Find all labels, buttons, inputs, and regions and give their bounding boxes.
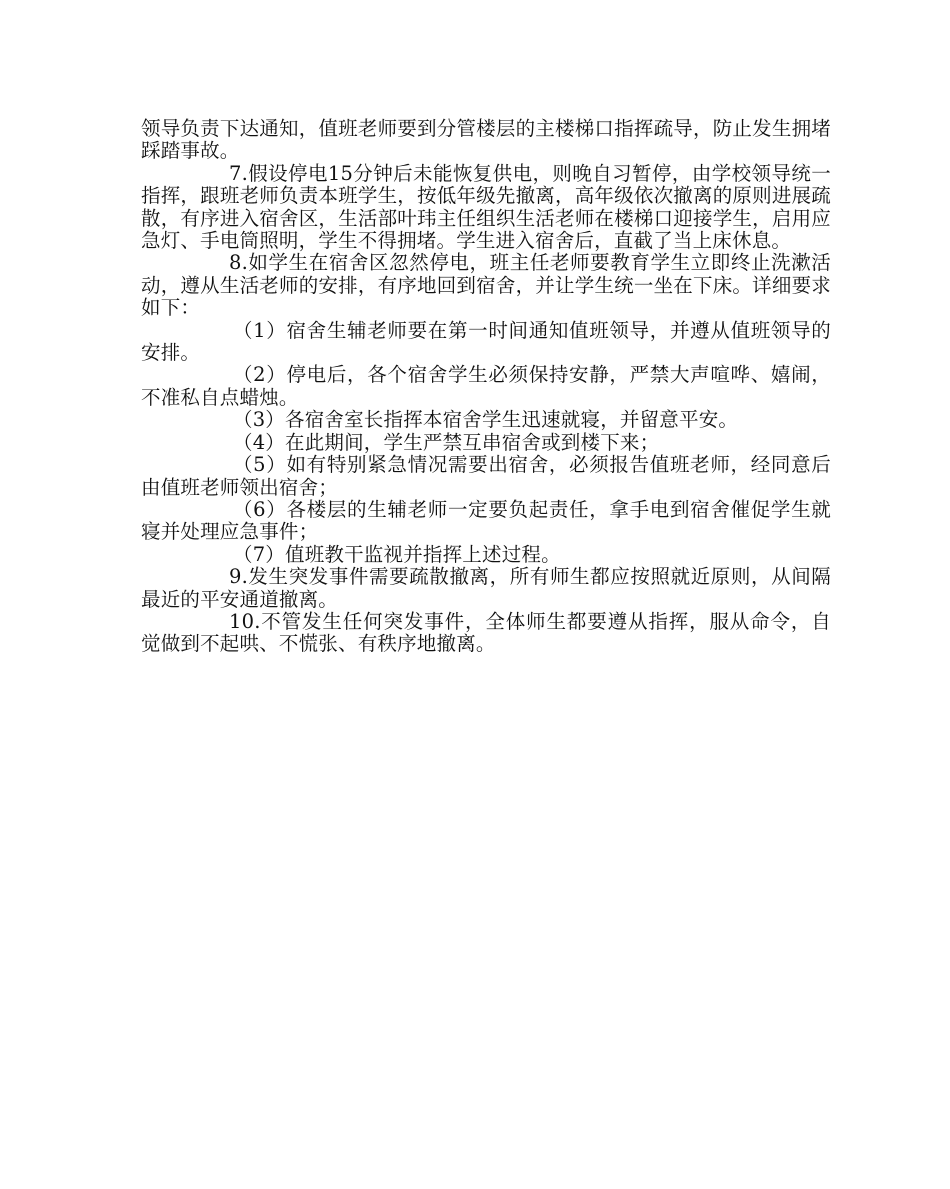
sub-item-6: （6）各楼层的生辅老师一定要负起责任，拿手电到宿舍催促学生就寝并处理应急事件； bbox=[141, 497, 831, 544]
sub-item-4: （4）在此期间，学生严禁互串宿舍或到楼下来； bbox=[233, 430, 660, 454]
sub-item-7: （7）值班教干监视并指挥上述过程。 bbox=[233, 542, 561, 566]
document-body bbox=[141, 118, 831, 656]
sub-item-1: （1）宿舍生辅老师要在第一时间通知值班领导，并遵从值班领导的安排。 bbox=[141, 318, 831, 365]
sub-item-2: （2）停电后，各个宿舍学生必须保持安静，严禁大声喧哗、嬉闹，不准私自点蜡烛。 bbox=[141, 363, 831, 409]
paragraph-item-7: 7.假设停电15分钟后未能恢复供电，则晚自习暂停，由学校领导统一指挥，跟班老师负责本班学生，按低年级先撤离，高年级依次撤离的原则进展疏散，有序进入宿舍区，生活部叶玮主任组织生活老师在楼梯口迎接学生，启用应急灯、手电筒照明，学生不得拥堵。学生进入宿舍后，直截了当上床休息。 bbox=[141, 161, 831, 253]
sub-item-5: （5）如有特别紧急情况需要出宿舍，必须报告值班老师，经同意后由值班老师领出宿舍； bbox=[141, 453, 831, 499]
paragraph-item-10: 10.不管发生任何突发事件，全体师生都要遵从指挥，服从命令，自觉做到不起哄、不慌张、有秩序地撤离。 bbox=[141, 609, 831, 656]
paragraph-item-9: 9.发生突发事件需要疏散撤离，所有师生都应按照就近原则，从间隔最近的平安通道撤离。 bbox=[141, 565, 831, 611]
sub-item-3: （3）各宿舍室长指挥本宿舍学生迅速就寝，并留意平安。 bbox=[233, 408, 739, 432]
paragraph-continuation: 领导负责下达通知，值班老师要到分管楼层的主楼梯口指挥疏导，防止发生拥堵踩踏事故。 bbox=[141, 117, 831, 163]
paragraph-item-8: 8.如学生在宿舍区忽然停电，班主任老师要教育学生立即终止洗漱活动，遵从生活老师的安排，有序地回到宿舍，并让学生统一坐在下床。详细要求如下： bbox=[141, 251, 831, 320]
